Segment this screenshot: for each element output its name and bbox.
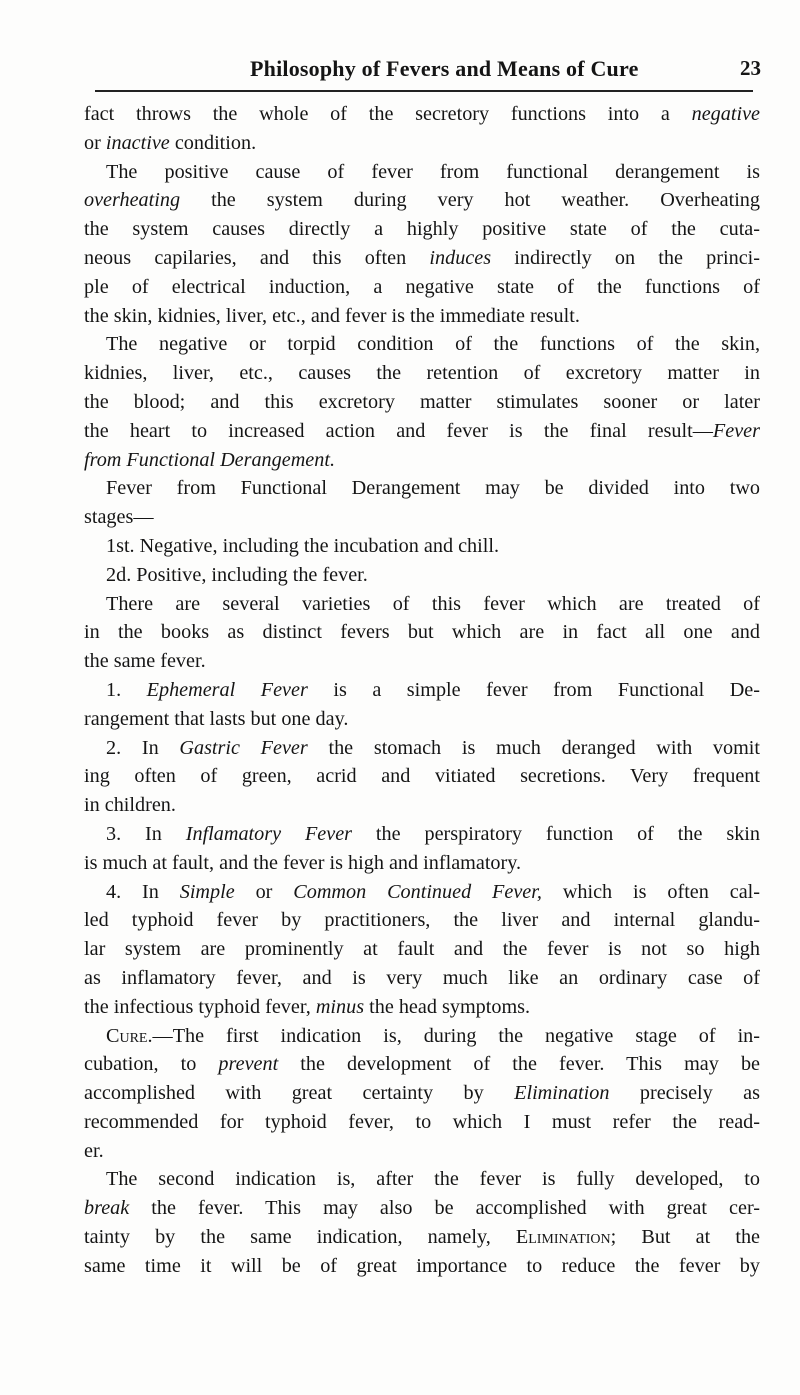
text-line: cubation, to prevent the development of the fever. This may be [84, 1053, 760, 1076]
page-number: 23 [740, 56, 761, 80]
text-line: neous capilaries, and this often induces indirectly on the princi- [84, 246, 760, 269]
text-line: the blood; and this excretory matter stimulates sooner or later [84, 390, 760, 413]
text-line: break the fever. This may also be accomplished with great cer- [84, 1197, 760, 1220]
text-line: in children. [84, 794, 176, 817]
text-line: fact throws the whole of the secretory functions into a negative [84, 103, 760, 125]
text-line: 2. In Gastric Fever the stomach is much deranged with vomit [106, 736, 760, 759]
text-line: lar system are prominently at fault and the fever is not so high [84, 938, 760, 961]
text-line: The positive cause of fever from functional derangement is [106, 160, 760, 183]
text-line: The negative or torpid condition of the functions of the skin, [106, 333, 760, 356]
text-line: recommended for typhoid fever, to which I must refer the read- [84, 1110, 760, 1133]
text-line: kidnies, liver, etc., causes the retention of excretory matter in [84, 362, 760, 385]
text-line: led typhoid fever by practitioners, the liver and internal glandu- [84, 909, 760, 932]
text-line: 1st. Negative, including the incubation and chill. [106, 534, 500, 557]
text-line: 1. Ephemeral Fever is a simple fever from Functional De- [106, 678, 760, 701]
text-line: Fever from Functional Derangement may be divided into two [106, 477, 760, 500]
text-line: The second indication is, after the fever is fully developed, to [106, 1168, 760, 1191]
text-line: same time it will be of great importance to reduce the fever by [84, 1254, 760, 1277]
header-rule [95, 90, 753, 92]
text-line: rangement that lasts but one day. [84, 707, 349, 730]
text-line: the heart to increased action and fever is the final result—Fever [84, 419, 760, 442]
text-line: stages— [84, 506, 154, 529]
text-line: the system causes directly a highly positive state of the cuta- [84, 218, 760, 241]
text-line: the same fever. [84, 650, 206, 673]
body-text [84, 100, 760, 1281]
text-line: There are several varieties of this fever which are treated of [106, 592, 760, 615]
text-line: er. [84, 1139, 104, 1162]
text-line: as inflamatory fever, and is very much like an ordinary case of [84, 966, 760, 989]
text-line: 3. In Inflamatory Fever the perspiratory function of the skin [106, 822, 760, 845]
text-line: from Functional Derangement. [84, 448, 335, 471]
text-line: ing often of green, acrid and vitiated secretions. Very frequent [84, 765, 760, 788]
text-line: accomplished with great certainty by Elimination precisely as [84, 1082, 760, 1105]
text-line: overheating the system during very hot weather. Overheating [84, 189, 760, 212]
text-line: ple of electrical induction, a negative state of the functions of [84, 275, 760, 298]
text-line: 2d. Positive, including the fever. [106, 563, 368, 586]
text-line: 4. In Simple or Common Continued Fever, which is often cal- [106, 880, 760, 903]
text-line: or inactive condition. [84, 131, 257, 154]
text-line: is much at fault, and the fever is high and inflamatory. [84, 851, 522, 874]
text-line: Cure.—The first indication is, during the negative stage of in- [106, 1024, 760, 1047]
running-head: Philosophy of Fevers and Means of Cure [250, 56, 639, 81]
text-line: in the books as distinct fevers but which are in fact all one and [84, 621, 760, 644]
text-line: tainty by the same indication, namely, Elimination; But at the [84, 1226, 760, 1249]
text-line: the infectious typhoid fever, minus the head symptoms. [84, 995, 531, 1018]
text-line: the skin, kidnies, liver, etc., and fever is the immediate result. [84, 304, 580, 327]
